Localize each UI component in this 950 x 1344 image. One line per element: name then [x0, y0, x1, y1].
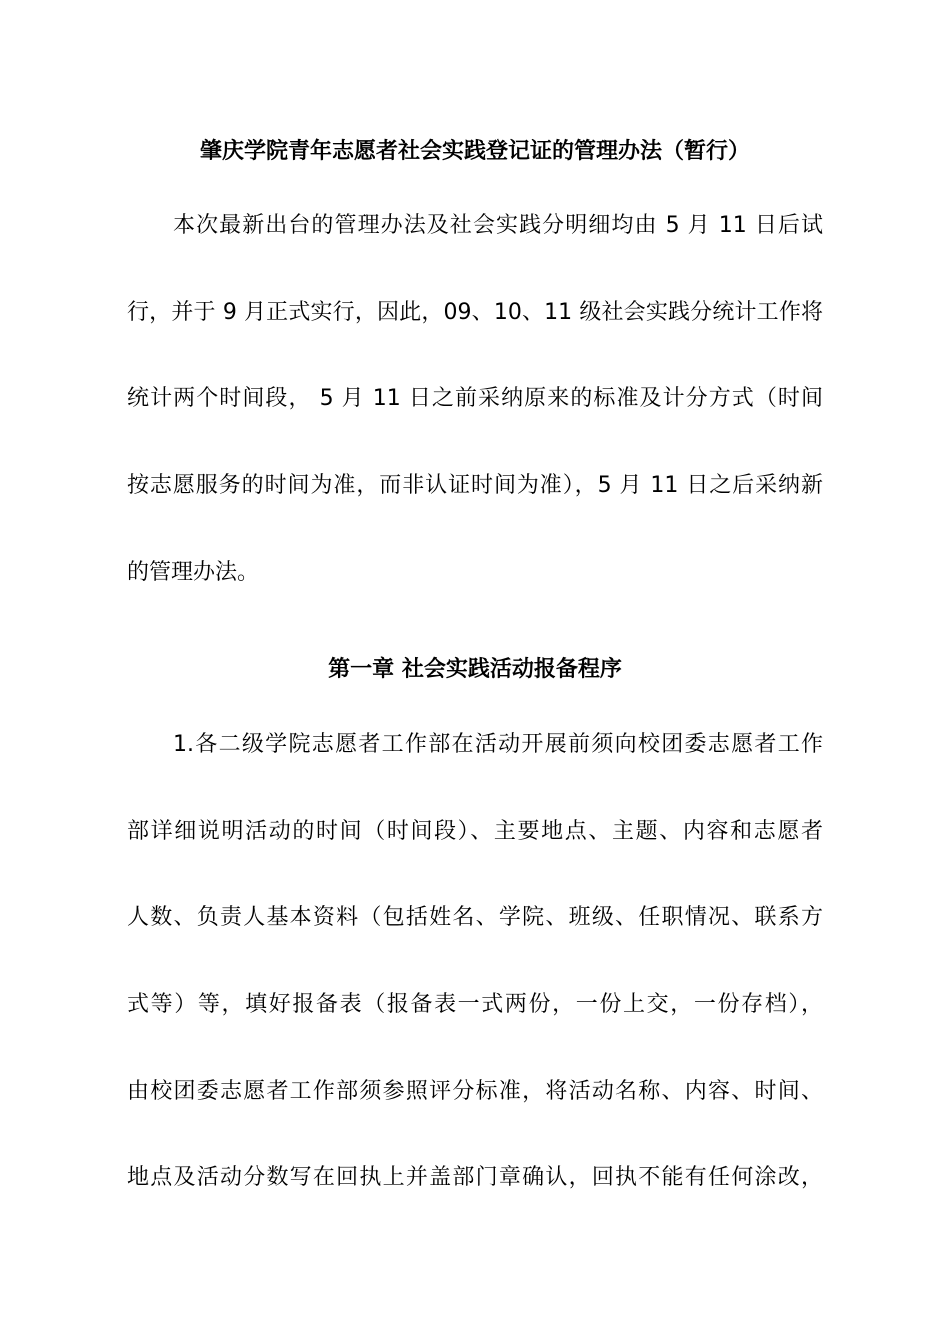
chapter-line-2: 部详细说明活动的时间（时间段）、主要地点、主题、内容和志愿者 [127, 819, 823, 844]
chapter-line-1: 1.各二级学院志愿者工作部在活动开展前须向校团委志愿者工作 [173, 732, 823, 757]
intro-line-5: 的管理办法。 [127, 560, 260, 585]
chapter-line-5: 由校团委志愿者工作部须参照评分标准，将活动名称、内容、时间、 [127, 1079, 823, 1104]
intro-line-3: 统计两个时间段， 5 月 11 日之前采纳原来的标准及计分方式（时间 [127, 386, 823, 411]
intro-line-1: 本次最新出台的管理办法及社会实践分明细均由 5 月 11 日后试 [173, 213, 823, 238]
intro-line-2: 行，并于 9 月正式实行，因此，09、10、11 级社会实践分统计工作将 [127, 300, 823, 325]
chapter-title: 第一章 社会实践活动报备程序 [328, 657, 622, 682]
chapter-line-4: 式等）等，填好报备表（报备表一式两份，一份上交，一份存档）， [127, 992, 823, 1017]
chapter-line-6: 地点及活动分数写在回执上并盖部门章确认，回执不能有任何涂改， [127, 1165, 823, 1190]
chapter-line-3: 人数、负责人基本资料（包括姓名、学院、班级、任职情况、联系方 [127, 905, 823, 930]
intro-line-4: 按志愿服务的时间为准，而非认证时间为准），5 月 11 日之后采纳新 [127, 473, 823, 498]
document-title: 肇庆学院青年志愿者社会实践登记证的管理办法（暂行） [199, 139, 750, 164]
